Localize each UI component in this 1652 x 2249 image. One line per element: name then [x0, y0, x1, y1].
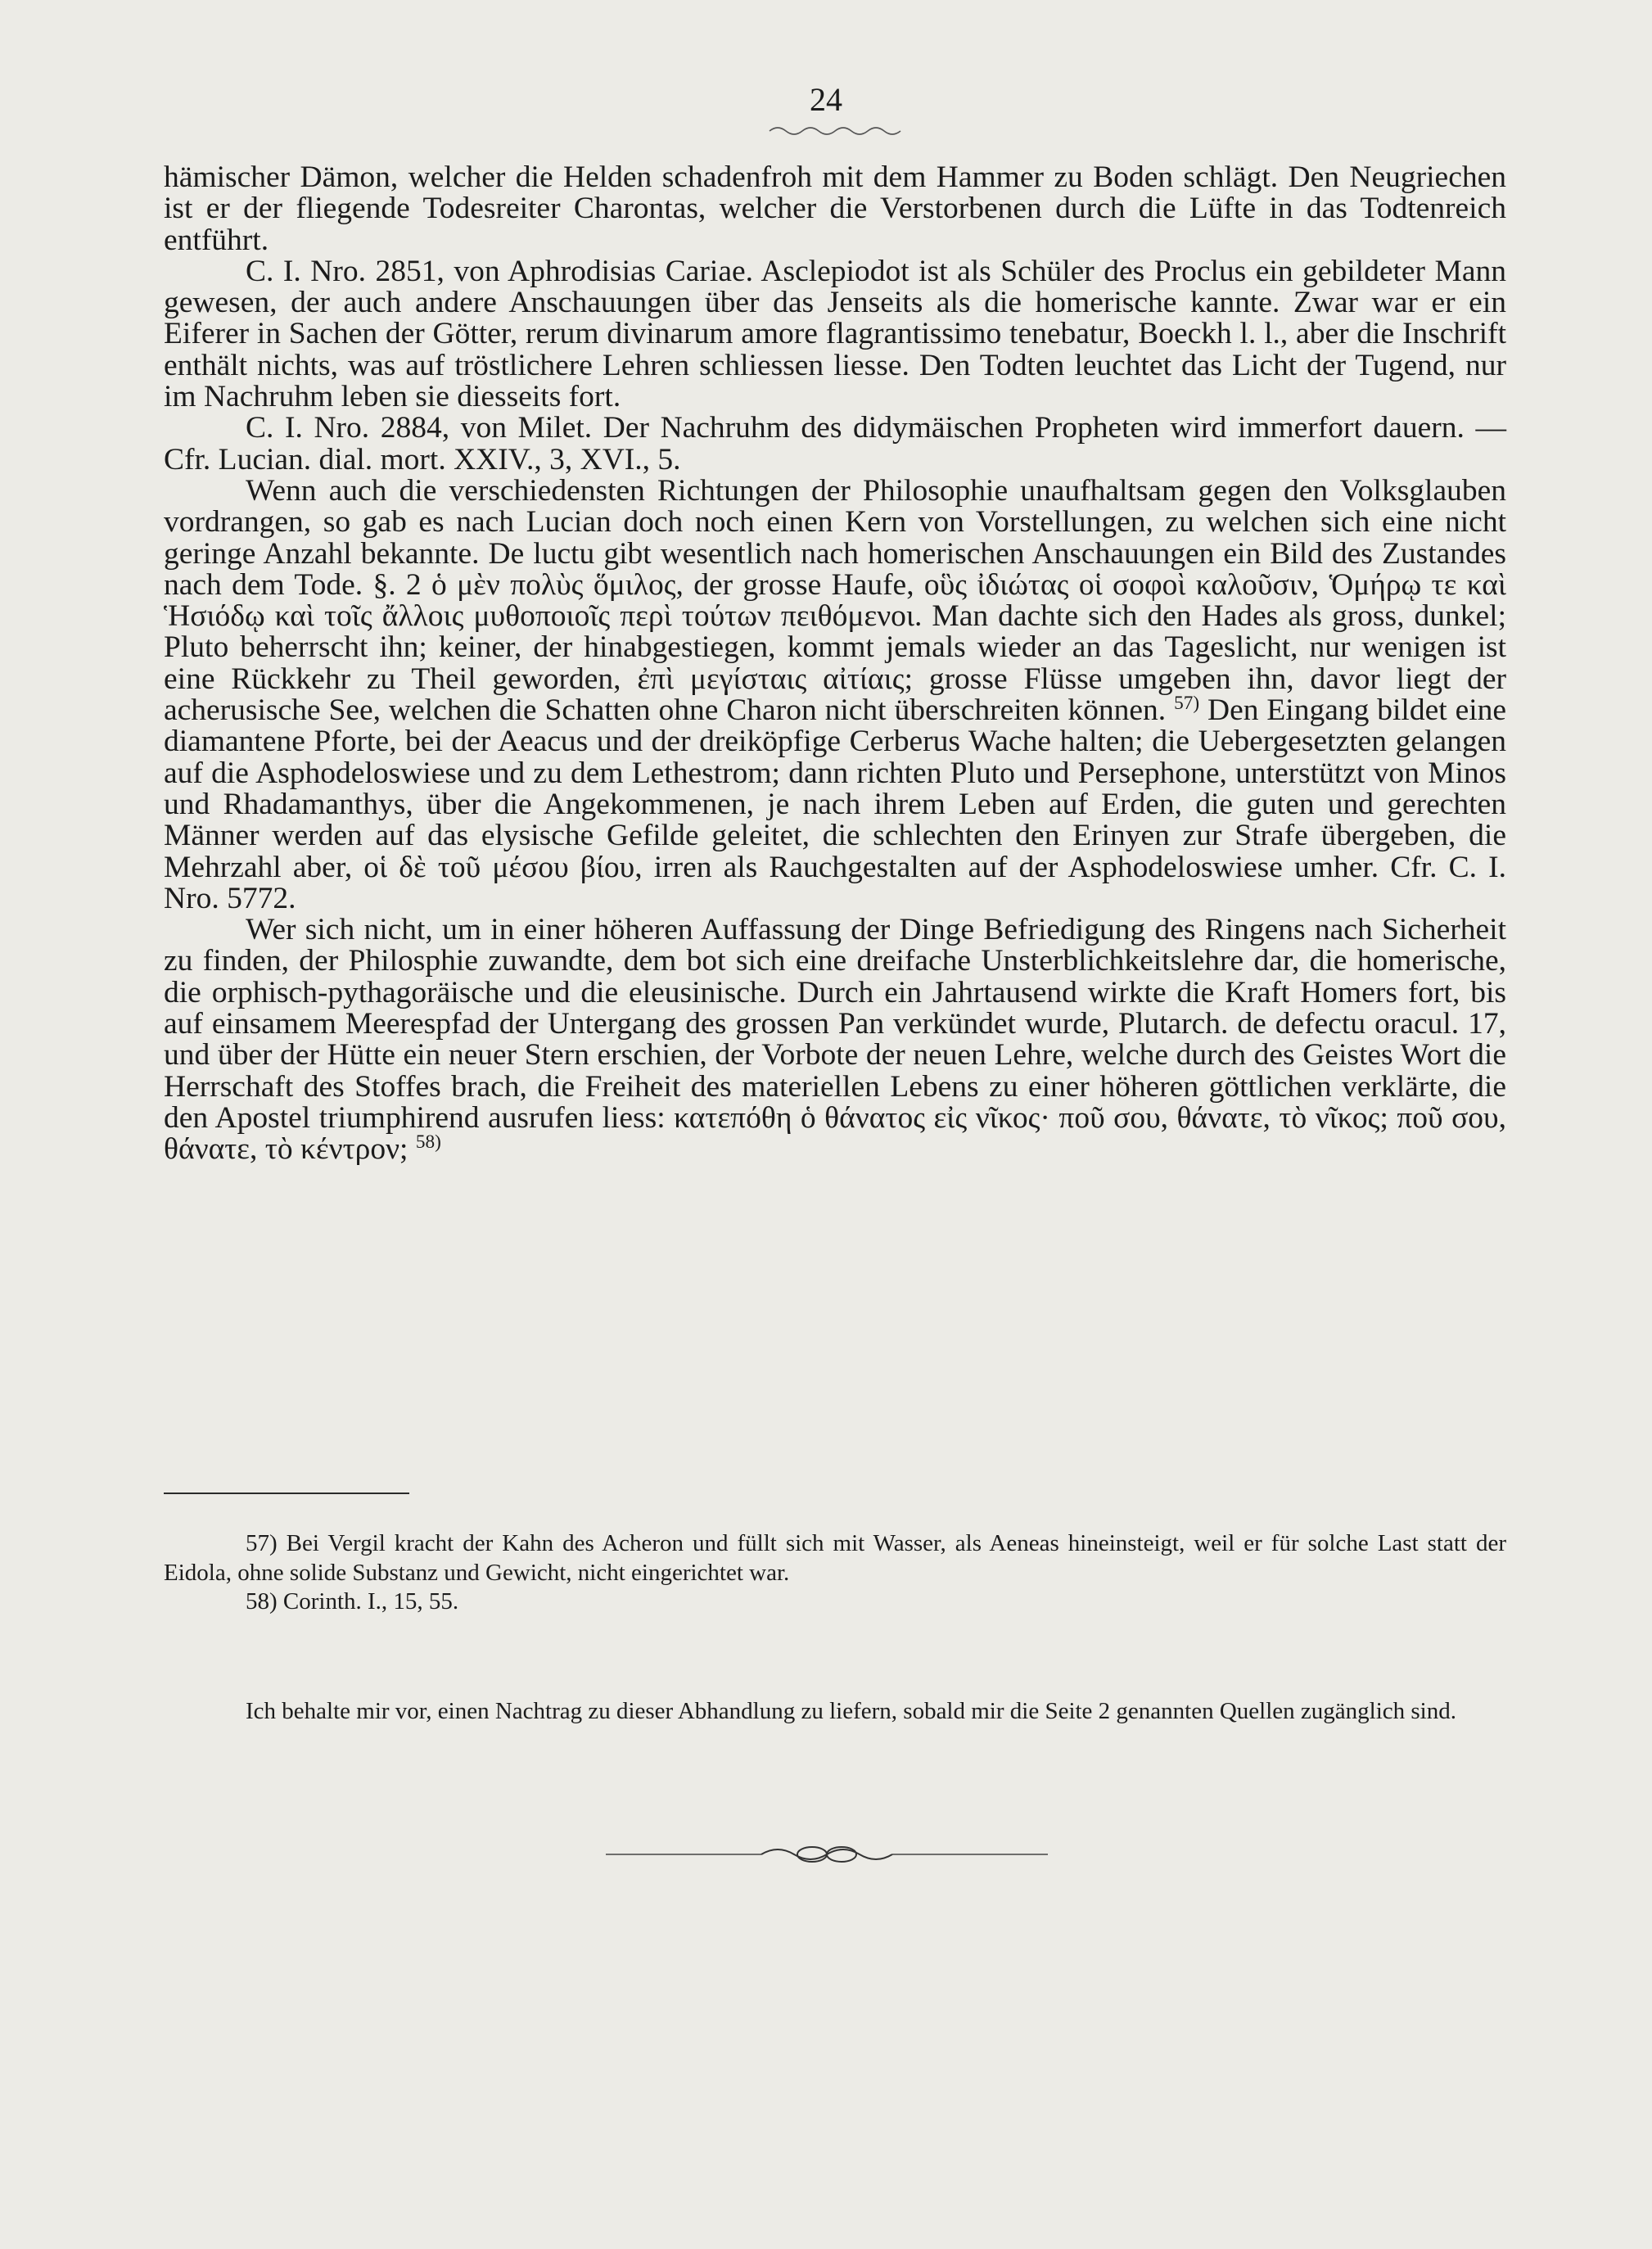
footnotes [164, 1529, 1506, 1617]
page-number: 24 [810, 81, 842, 118]
postscript [164, 1696, 1506, 1726]
paragraph-4-continued: Den Eingang bildet eine diamantene Pforte, bei der Aeacus und der dreiköpfige Cerberus Wache halten; die Uebergesetzten gelangen auf die Asphodeloswiese und zu dem Lethestrom; dann richten Pluto und Persephone, unterstützt von Minos und Rhadamanthys, über die Angekommenen, je nach ihrem Leben auf Erden, die guten und gerechten Männer werden auf das elysische Gefilde geleitet, die schlechten den Erinyen zur Strafe übergeben, die Mehrzahl aber, οἱ δὲ τοῦ μέσου βίου, irren als Rauchgestalten auf der Asphodeloswiese umher. Cfr. C. I. Nro. 5772. [164, 693, 1507, 915]
paragraph-5 [164, 915, 1506, 1165]
postscript-text: Ich behalte mir vor, einen Nachtrag zu dieser Abhandlung zu liefern, sobald mir die Seite 2 genannten Quellen zugänglich sind. [246, 1698, 1456, 1724]
main-text [164, 162, 1506, 1166]
header-ornament [765, 123, 905, 139]
end-ornament [598, 1838, 1056, 1871]
paragraph-4 [164, 473, 1507, 915]
paragraph-2: C. I. Nro. 2851, von Aphrodisias Cariae. Asclepiodot ist als Schüler des Proclus ein gebildeter Mann gewesen, der auch andere Anschauungen über das Jenseits als die homerische kannte. Zwar war er ein Eiferer in Sachen der Götter, rerum divinarum amore flagrantissimo tenebatur, Boeckh l. l., aber die Inschrift enthält nichts, was auf tröstlichere Lehren schliessen liesse. Den Todten leuchtet das Licht der Tugend, nur im Nachruhm leben sie diesseits fort. [164, 254, 1506, 414]
footnote-58: 58) Corinth. I., 15, 55. [246, 1588, 459, 1615]
footnote-57: 57) Bei Vergil kracht der Kahn des Acheron und füllt sich mit Wasser, als Aeneas hineinsteigt, weil er für solche Last statt der Eidola, ohne solide Substanz und Gewicht, nicht eingerichtet war. [164, 1530, 1506, 1586]
footnote-ref-58[interactable]: 58) [415, 1131, 441, 1154]
paragraph-5-text: Wer sich nicht, um in einer höheren Auffassung der Dinge Befriedigung des Ringens nach Sicherheit zu finden, der Philosphie zuwandte, dem bot sich eine dreifache Unsterblichkeitslehre dar, die homerische, die orphisch-pythagoräische und die eleusinische. Durch ein Jahrtausend wirkte die Kraft Homers fort, bis auf einsamem Meerespfad der Untergang des grossen Pan verkündet wurde, Plutarch. de defectu oracul. 17, und über der Hütte ein neuer Stern erschien, der Vorbote der neuen Lehre, welche durch des Geistes Wort die Herrschaft des Stoffes brach, die Freiheit des materiellen Lebens zu einer höheren göttlichen verklärte, die den Apostel triumphirend ausrufen liess: κατεπόθη ὁ θάνατος εἰς νῖκος· ποῦ σου, θάνατε, τὸ νῖκος; ποῦ σου, θάνατε, τὸ κέντρον; [164, 913, 1506, 1167]
paragraph-3: C. I. Nro. 2884, von Milet. Der Nachruhm des didymäischen Propheten wird immerfort dauern. — Cfr. Lucian. dial. mort. XXIV., 3, XVI., 5. [164, 411, 1506, 476]
paragraph-1: hämischer Dämon, welcher die Helden schadenfroh mit dem Hammer zu Boden schlägt. Den Neugriechen ist er der fliegende Todesreiter Charontas, welcher die Verstorbenen durch die Lüfte in das Todtenreich entführt. [164, 160, 1506, 257]
paragraph-4-text: Wenn auch die verschiedensten Richtungen der Philosophie unaufhaltsam gegen den Volksglauben vordrangen, so gab es nach Lucian doch noch einen Kern von Vorstellungen, zu welchen sich eine nicht geringe Anzahl bekannte. De luctu gibt wesentlich nach homerischen Anschauungen ein Bild des Zustandes nach dem Tode. §. 2 ὁ μὲν πολὺς ὅμιλος, der grosse Haufe, οὓς ἰδιώτας οἱ σοφοὶ καλοῦσιν, Ὁμήρῳ τε καὶ Ἡσιόδῳ καὶ τοῖς ἄλλοις μυθοποιοῖς περὶ τούτων πειθόμενοι. Man dachte sich den Hades als gross, dunkel; Pluto beherrscht ihn; keiner, der hinabgestiegen, kommt jemals wieder an das Tageslicht, nur wenigen ist eine Rückkehr zu Theil geworden, ἐπὶ μεγίσταις αἰτίαις; grosse Flüsse umgeben ihn, davor liegt der acherusische See, welchen die Schatten ohne Charon nicht überschreiten können. [164, 473, 1506, 728]
footnote-divider [164, 1493, 409, 1494]
footnote-ref-57[interactable]: 57) [1174, 693, 1200, 715]
